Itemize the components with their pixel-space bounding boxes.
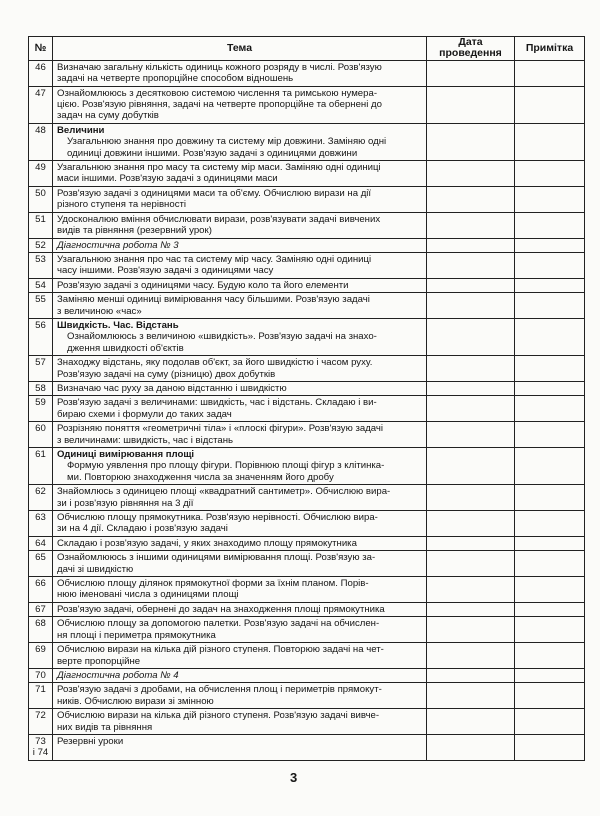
lesson-topic [53, 734, 427, 760]
date-cell[interactable] [427, 356, 515, 382]
date-cell[interactable] [427, 318, 515, 355]
lesson-plan-table [28, 36, 585, 761]
table-row [29, 381, 585, 395]
date-cell[interactable] [427, 186, 515, 212]
topic-line: Обчислюю вирази на кілька дій різного ступеня. Розв'язую задачі вивче- [57, 710, 380, 722]
date-cell[interactable] [427, 536, 515, 550]
lesson-number: 70 [29, 668, 53, 682]
date-cell[interactable] [427, 60, 515, 86]
topic-line: Розв'язую задачі з одиницями маси та об'єму. Обчислюю вирази на дії [57, 187, 372, 199]
lesson-number: 54 [29, 278, 53, 292]
table-header-row [29, 37, 585, 61]
lesson-number: 51 [29, 212, 53, 238]
date-cell[interactable] [427, 709, 515, 735]
topic-line: з величинами: швидкість, час і відстань [57, 434, 234, 446]
table-row [29, 709, 585, 735]
note-cell[interactable] [515, 186, 585, 212]
date-cell[interactable] [427, 617, 515, 643]
date-cell[interactable] [427, 278, 515, 292]
table-row [29, 161, 585, 187]
date-cell[interactable] [427, 212, 515, 238]
lesson-topic [53, 577, 427, 603]
topic-line: з величиною «час» [57, 305, 142, 317]
table-row [29, 511, 585, 537]
date-cell[interactable] [427, 396, 515, 422]
lesson-topic [53, 683, 427, 709]
note-cell[interactable] [515, 643, 585, 669]
table-row [29, 86, 585, 123]
lesson-topic [53, 643, 427, 669]
topic-line: Узагальнюю знання про масу та систему мір маси. Заміняю одні одиниці [57, 162, 381, 174]
lesson-number: 69 [29, 643, 53, 669]
lesson-number: 59 [29, 396, 53, 422]
date-cell[interactable] [427, 602, 515, 616]
table-row [29, 448, 585, 485]
table-row [29, 734, 585, 760]
table-row [29, 252, 585, 278]
lesson-number: 67 [29, 602, 53, 616]
topic-line: верте пропорційне [57, 655, 141, 667]
lesson-topic [53, 448, 427, 485]
header-topic: Тема [53, 37, 427, 61]
topic-line: зи і розв'язую рівняння на 3 дії [57, 497, 194, 509]
lesson-topic [53, 238, 427, 252]
lesson-number: 53 [29, 252, 53, 278]
topic-line: Обчислюю вирази на кілька дій різного ступеня. Повторюю задачі на чет- [57, 644, 384, 656]
topic-line: Визначаю час руху за даною відстанню і швидкістю [57, 382, 287, 394]
note-cell[interactable] [515, 683, 585, 709]
lesson-number: 55 [29, 293, 53, 319]
note-cell[interactable] [515, 396, 585, 422]
topic-line: бираю схеми і формули до таких задач [57, 408, 232, 420]
date-cell[interactable] [427, 293, 515, 319]
note-cell[interactable] [515, 602, 585, 616]
topic-line: Розв'язую задачі з дробами, на обчислення площ і периметрів прямокут- [57, 684, 382, 696]
header-note: Примітка [515, 37, 585, 61]
note-cell[interactable] [515, 123, 585, 160]
note-cell[interactable] [515, 356, 585, 382]
topic-line: Визначаю загальну кількість одиниць кожного розряду в числі. Розв'язую [57, 61, 382, 73]
table-row [29, 536, 585, 550]
lesson-number: 71 [29, 683, 53, 709]
lesson-topic [53, 511, 427, 537]
topic-line: Ознайомлююсь з десятковою системою числення та римською нумера- [57, 87, 378, 99]
topic-line: видів та рівняння (резервний урок) [57, 225, 212, 237]
lesson-number: 66 [29, 577, 53, 603]
lesson-number: 49 [29, 161, 53, 187]
topic-line: ників. Обчислюю вирази зі змінною [57, 695, 214, 707]
section-title: Величини [57, 124, 105, 136]
lesson-topic [53, 485, 427, 511]
note-cell[interactable] [515, 485, 585, 511]
table-row [29, 422, 585, 448]
section-title: Швидкість. Час. Відстань [57, 319, 179, 331]
topic-line: Розв'язую задачі з величинами: швидкість, час і відстань. Складаю і ви- [57, 397, 377, 409]
section-title: Одиниці вимірювання площі [57, 449, 195, 460]
date-cell[interactable] [427, 123, 515, 160]
lesson-topic [53, 278, 427, 292]
lesson-topic [53, 422, 427, 448]
note-cell[interactable] [515, 577, 585, 603]
table-row [29, 617, 585, 643]
table-row [29, 396, 585, 422]
table-row [29, 212, 585, 238]
lesson-number: 56 [29, 318, 53, 355]
lesson-topic [53, 252, 427, 278]
lesson-number: 72 [29, 709, 53, 735]
date-cell[interactable] [427, 668, 515, 682]
lesson-topic [53, 668, 427, 682]
table-row [29, 683, 585, 709]
lesson-number: 52 [29, 238, 53, 252]
table-row [29, 293, 585, 319]
table-row [29, 668, 585, 682]
topic-line: Розв'язую задачі, обернені до задач на знаходження площі прямокутника [57, 603, 385, 615]
note-cell[interactable] [515, 422, 585, 448]
lesson-topic [53, 356, 427, 382]
note-cell[interactable] [515, 551, 585, 577]
table-row [29, 602, 585, 616]
topic-line: них видів та рівняння [57, 721, 153, 733]
date-cell[interactable] [427, 448, 515, 485]
topic-line: ня площі і периметра прямокутника [57, 629, 216, 641]
lesson-number: 60 [29, 422, 53, 448]
table-row [29, 485, 585, 511]
lesson-number: 63 [29, 511, 53, 537]
topic-line: задач на суму добутків [57, 110, 159, 122]
topic-line: зи на 4 дії. Складаю і розв'язую задачі [57, 523, 228, 535]
note-cell[interactable] [515, 60, 585, 86]
lesson-topic [53, 161, 427, 187]
topic-line: Ознайомлююсь з іншими одиницями вимірювання площі. Розв'язую за- [57, 552, 376, 564]
lesson-topic [53, 186, 427, 212]
note-cell[interactable] [515, 238, 585, 252]
lesson-number: 48 [29, 123, 53, 160]
topic-line: Діагностична робота № 3 [57, 239, 179, 251]
table-row [29, 643, 585, 669]
lesson-topic [53, 551, 427, 577]
date-cell[interactable] [427, 551, 515, 577]
lesson-number: 46 [29, 60, 53, 86]
lesson-topic [53, 123, 427, 160]
topic-line: Обчислюю площу ділянок прямокутної форми за їхнім планом. Порів- [57, 578, 369, 590]
topic-line: Формую уявлення про площу фігури. Порівнюю площі фігур з клітинка- [67, 460, 385, 472]
table-row [29, 278, 585, 292]
table-row [29, 356, 585, 382]
table-row [29, 318, 585, 355]
table-row [29, 186, 585, 212]
lesson-topic [53, 396, 427, 422]
note-cell[interactable] [515, 86, 585, 123]
topic-line: часу іншими. Розв'язую задачі з одиницями часу [57, 265, 274, 277]
lesson-topic [53, 212, 427, 238]
date-cell[interactable] [427, 577, 515, 603]
lesson-number: 73 і 74 [29, 734, 53, 760]
topic-line: Розрізняю поняття «геометричні тіла» і «плоскі фігури». Розв'язую задачі [57, 423, 384, 435]
lesson-number: 65 [29, 551, 53, 577]
topic-line: дження швидкості об'єктів [67, 342, 184, 354]
topic-line: різного ступеня та нерівності [57, 199, 187, 211]
topic-line: Розв'язую задачі з одиницями часу. Будую коло та його елементи [57, 279, 349, 291]
note-cell[interactable] [515, 734, 585, 760]
topic-line: Узагальнюю знання про час та систему мір часу. Заміняю одні одиниці [57, 253, 372, 265]
date-cell[interactable] [427, 485, 515, 511]
date-cell[interactable] [427, 381, 515, 395]
note-cell[interactable] [515, 617, 585, 643]
note-cell[interactable] [515, 278, 585, 292]
lesson-topic [53, 318, 427, 355]
header-number: № [29, 37, 53, 61]
lesson-number: 47 [29, 86, 53, 123]
table-row [29, 577, 585, 603]
table-row [29, 123, 585, 160]
table-row [29, 238, 585, 252]
topic-line: Удосконалюю вміння обчислювати вирази, розв'язувати задачі вивчених [57, 213, 381, 225]
lesson-number: 57 [29, 356, 53, 382]
note-cell[interactable] [515, 381, 585, 395]
date-cell[interactable] [427, 511, 515, 537]
topic-line: ми. Повторюю знаходження числа за значенням його дробу [67, 471, 334, 483]
topic-line: нюю іменовані числа з одиницями площі [57, 589, 239, 601]
date-cell[interactable] [427, 252, 515, 278]
table-row [29, 551, 585, 577]
topic-line: Знаходжу відстань, яку подолав об'єкт, за його швидкістю і часом руху. [57, 357, 373, 369]
lesson-number: 58 [29, 381, 53, 395]
topic-line: Обчислюю площу прямокутника. Розв'язую нерівності. Обчислюю вира- [57, 512, 378, 524]
topic-line: Ознайомлююсь з величиною «швидкість». Розв'язую задачі на знахо- [67, 331, 377, 343]
lesson-number: 61 [29, 448, 53, 485]
topic-line: маси іншими. Розв'язую задачі з одиницями маси [57, 173, 278, 185]
date-cell[interactable] [427, 86, 515, 123]
topic-line: цією. Розв'язую рівняння, задачі на четверте пропорційне та обернені до [57, 99, 382, 111]
lesson-number: 64 [29, 536, 53, 550]
date-cell[interactable] [427, 643, 515, 669]
topic-line: дачі зі швидкістю [57, 563, 134, 575]
lesson-number: 50 [29, 186, 53, 212]
topic-line: Заміняю менші одиниці вимірювання часу більшими. Розв'язую задачі [57, 294, 370, 306]
topic-line: Розв'язую задачі на суму (різницю) двох добутків [57, 368, 276, 380]
topic-line: Обчислюю площу за допомогою палетки. Розв'язую задачі на обчислен- [57, 618, 380, 630]
topic-line: одиниці довжини іншими. Розв'язую задачі з одиницями довжини [67, 147, 358, 159]
note-cell[interactable] [515, 511, 585, 537]
topic-line: задачі на четверте пропорційне способом відношень [57, 73, 294, 85]
note-cell[interactable] [515, 318, 585, 355]
note-cell[interactable] [515, 293, 585, 319]
lesson-topic [53, 86, 427, 123]
lesson-topic [53, 602, 427, 616]
lesson-topic [53, 293, 427, 319]
lesson-topic [53, 617, 427, 643]
lesson-topic [53, 381, 427, 395]
note-cell[interactable] [515, 448, 585, 485]
note-cell[interactable] [515, 536, 585, 550]
lesson-topic [53, 536, 427, 550]
topic-line: Резервні уроки [57, 735, 124, 747]
lesson-topic [53, 709, 427, 735]
date-cell[interactable] [427, 238, 515, 252]
table-row [29, 60, 585, 86]
topic-line: Узагальнюю знання про довжину та систему мір довжини. Заміняю одні [67, 136, 387, 148]
note-cell[interactable] [515, 212, 585, 238]
topic-line: Складаю і розв'язую задачі, у яких знаходимо площу прямокутника [57, 537, 357, 549]
note-cell[interactable] [515, 252, 585, 278]
date-cell[interactable] [427, 161, 515, 187]
note-cell[interactable] [515, 668, 585, 682]
lesson-number: 68 [29, 617, 53, 643]
header-date: Дата проведення [427, 37, 515, 61]
note-cell[interactable] [515, 709, 585, 735]
topic-line: Знайомлюсь з одиницею площі «квадратний сантиметр». Обчислюю вира- [57, 486, 391, 498]
note-cell[interactable] [515, 161, 585, 187]
page-number: 3 [290, 770, 298, 785]
date-cell[interactable] [427, 734, 515, 760]
topic-line: Діагностична робота № 4 [57, 669, 179, 681]
lesson-number: 62 [29, 485, 53, 511]
lesson-topic [53, 60, 427, 86]
date-cell[interactable] [427, 422, 515, 448]
date-cell[interactable] [427, 683, 515, 709]
